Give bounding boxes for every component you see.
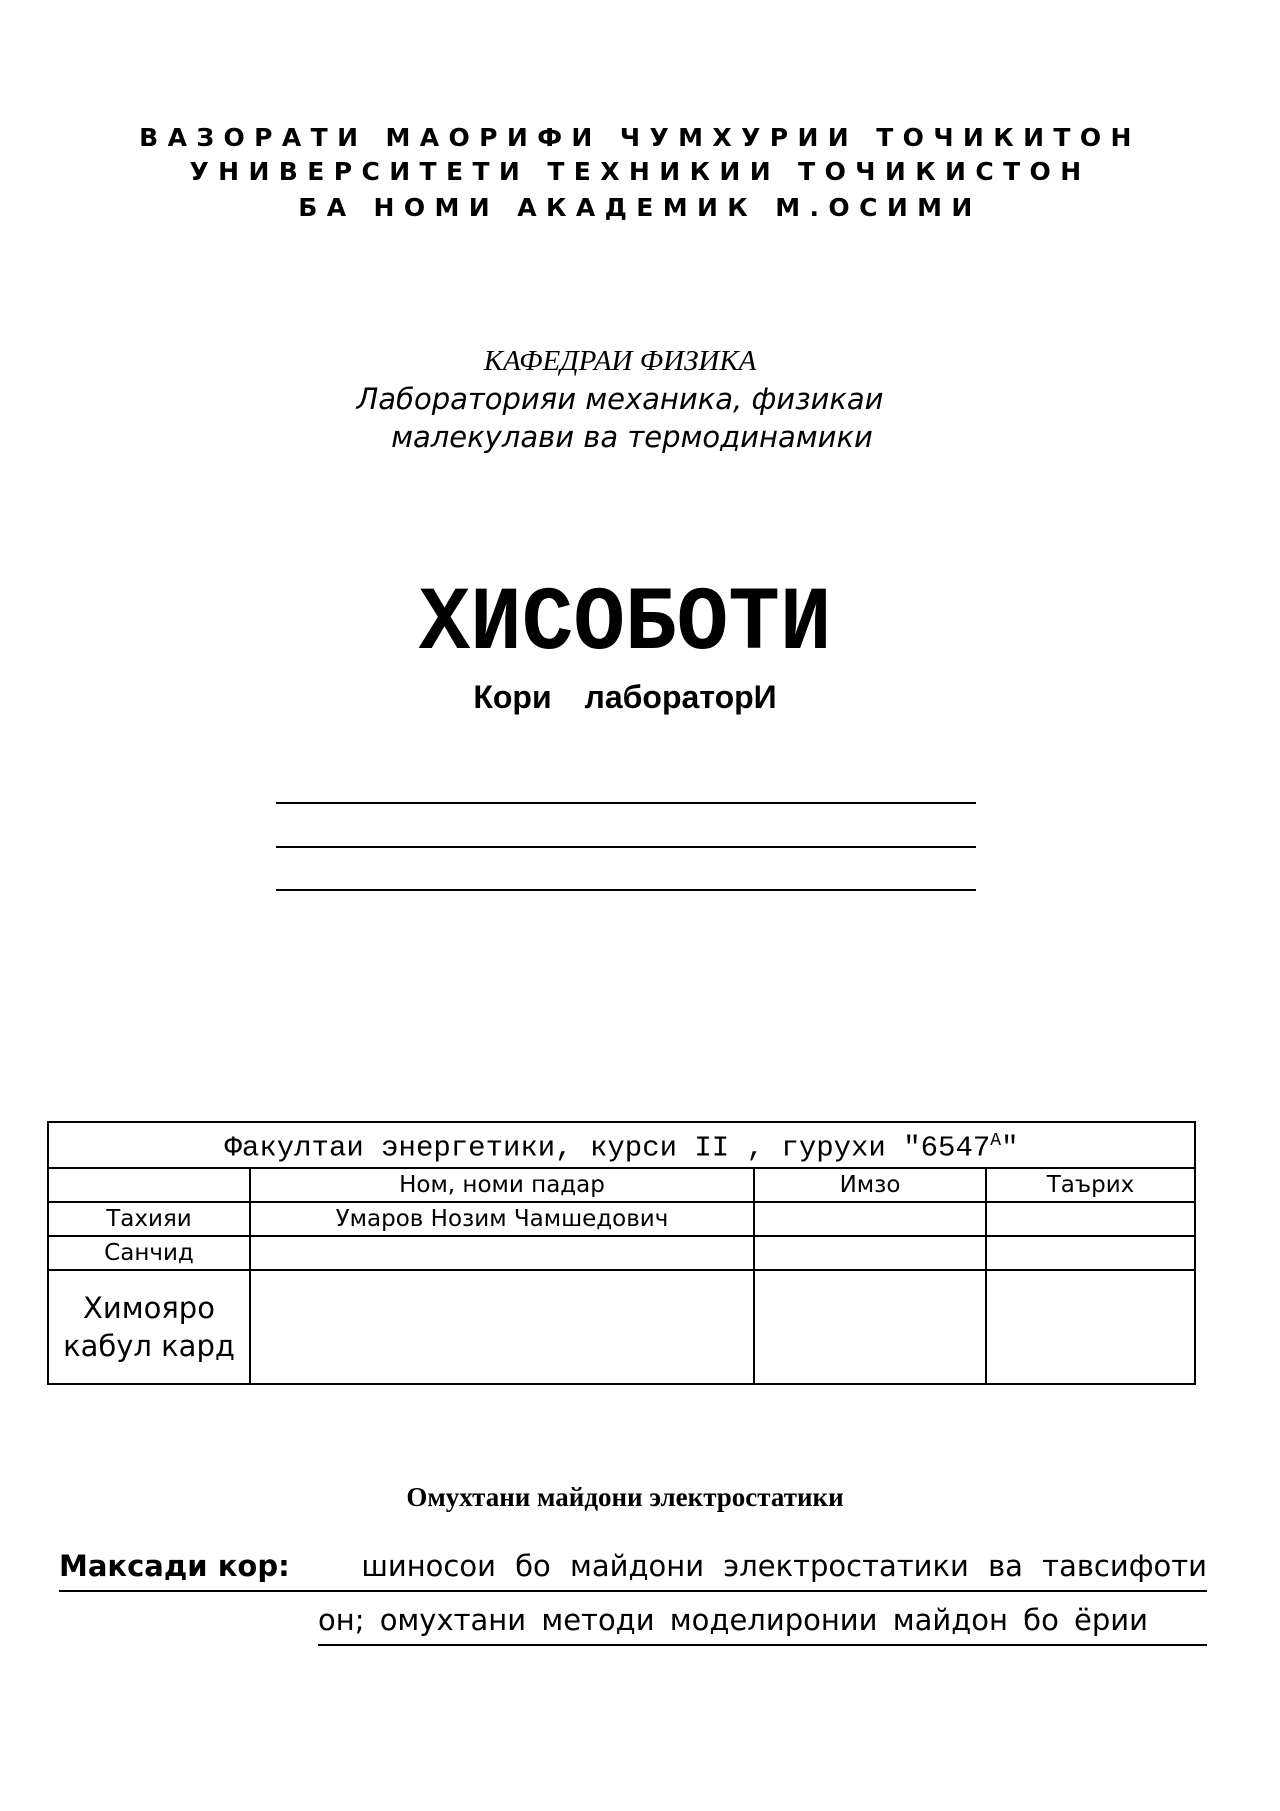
signature-cell [754, 1236, 986, 1270]
table-row [48, 1122, 1195, 1168]
date-cell [986, 1202, 1195, 1236]
date-cell [986, 1270, 1195, 1384]
blank-line [276, 802, 976, 804]
row-label: Санчид [48, 1236, 250, 1270]
empty-header-cell [48, 1168, 250, 1202]
work-topic: Омухтани майдони электростатики [406, 1482, 844, 1512]
faculty-line: Факултаи энергетики, курси II , гурухи "6547 [224, 1131, 991, 1165]
col-signature-header: Имзо [754, 1168, 986, 1202]
report-subtitle: Кори лабораторИ [473, 679, 777, 715]
row-label: Химояро кабул кард [48, 1270, 250, 1384]
department-name: КАФЕДРАИ ФИЗИКА [483, 345, 757, 377]
table-row [48, 1236, 1195, 1270]
col-date-header: Таърих [986, 1168, 1195, 1202]
blank-line [276, 889, 976, 891]
lab-name-line-1: Лабораторияи механика, физикаи [356, 382, 884, 416]
table-header-row [48, 1168, 1195, 1202]
goal-text-line-1: шиносои бо майдони электростатики ва тавсифоти [361, 1549, 1207, 1583]
named-after-heading: БА НОМИ АКАДЕМИК М.ОСИМИ [298, 193, 982, 222]
group-suffix: А [990, 1131, 1002, 1152]
row-name [250, 1236, 754, 1270]
blank-line [276, 846, 976, 848]
signature-cell [754, 1202, 986, 1236]
closing-quote: " [1001, 1131, 1019, 1165]
faculty-cell [48, 1122, 1195, 1168]
university-heading: УНИВЕРСИТЕТИ ТЕХНИКИИ ТОЧИКИСТОН [189, 157, 1091, 186]
table-row [48, 1270, 1195, 1384]
goal-line-1 [59, 1546, 1207, 1592]
goal-label: Максади кор: [59, 1549, 290, 1583]
row-name [250, 1270, 754, 1384]
row-name: Умаров Нозим Чамшедович [250, 1202, 754, 1236]
report-title: ХИСОБОТИ [418, 572, 832, 676]
goal-text-line-2: он; омухтани методи моделиронии майдон бо ёрии [318, 1600, 1207, 1646]
signature-cell [754, 1270, 986, 1384]
table-row [48, 1202, 1195, 1236]
date-cell [986, 1236, 1195, 1270]
ministry-heading: ВАЗОРАТИ МАОРИФИ ЧУМХУРИИ ТОЧИКИТОН [139, 123, 1141, 152]
row-label: Тахияи [48, 1202, 250, 1236]
report-info-table [47, 1121, 1196, 1385]
lab-name-line-2: малекулави ва термодинамики [391, 420, 873, 454]
col-name-header: Ном, номи падар [250, 1168, 754, 1202]
